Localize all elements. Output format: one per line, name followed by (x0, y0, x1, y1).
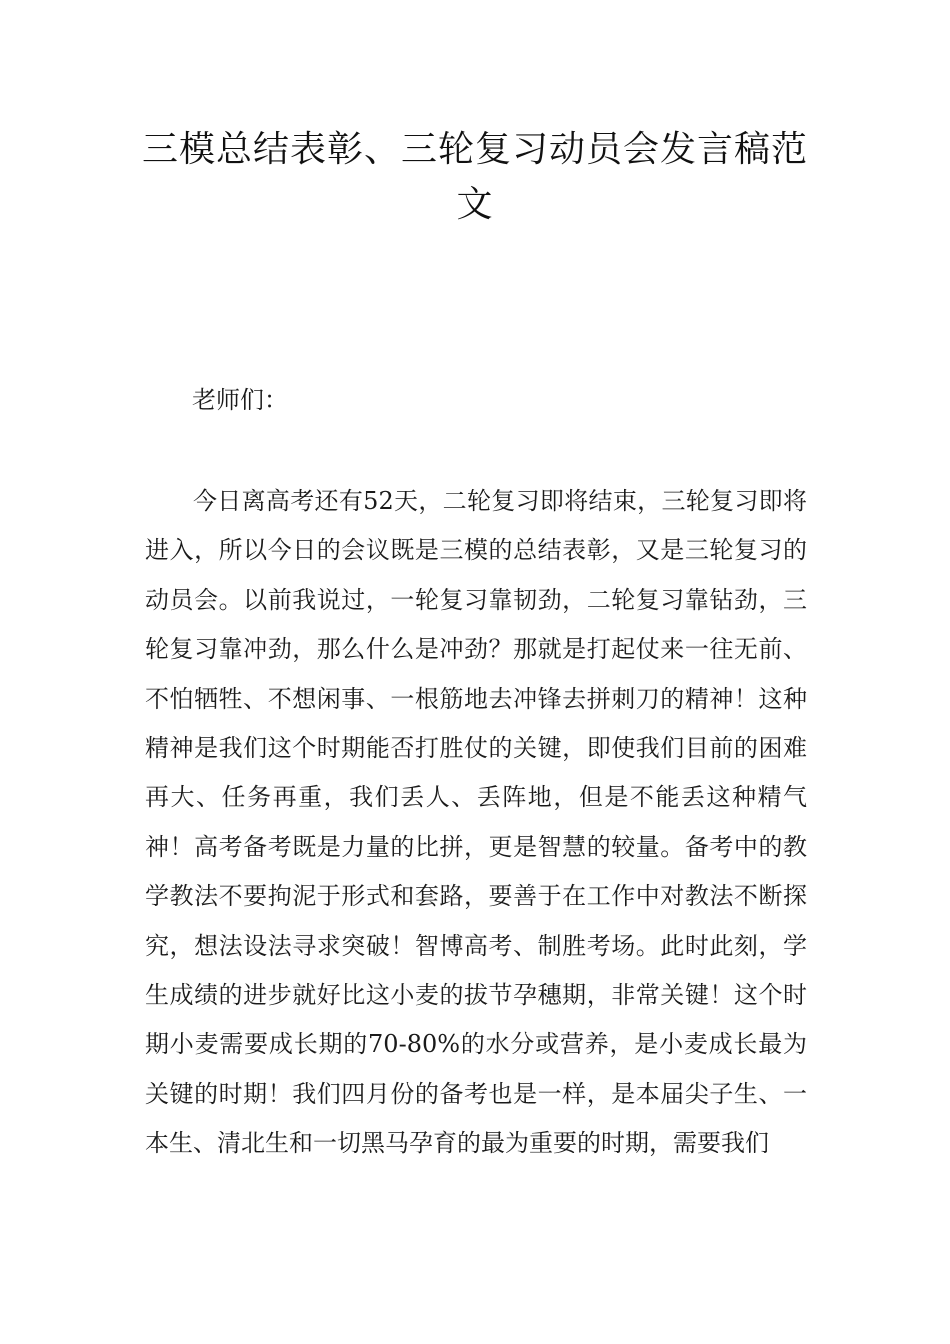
salutation: 老师们： (192, 386, 288, 414)
document-title: 三模总结表彰、三轮复习动员会发言稿范文 (141, 129, 808, 225)
body-paragraph: 今日离高考还有52天，二轮复习即将结束，三轮复习即将进入，所以今日的会议既是三模的总结表彰，又是三轮复习的动员会。以前我说过，一轮复习靠韧劲，二轮复习靠钻劲，三轮复习靠冲劲，那么什么是冲劲？那就是打起仗来一往无前、不怕牺牲、不想闲事、一根筋地去冲锋去拼刺刀的精神！这种精神是我们这个时期能否打胜仗的关键，即使我们目前的困难再大、任务再重，我们丢人、丢阵地，但是不能丢这种精气神！高考备考既是力量的比拼，更是智慧的较量。备考中的教学教法不要拘泥于形式和套路，要善于在工作中对教法不断探究，想法设法寻求突破！智博高考、制胜考场。此时此刻，学生成绩的进步就好比这小麦的拔节孕穗期，非常关键！这个时期小麦需要成长期的70-80%的水分或营养，是小麦成长最为关键的时期！我们四月份的备考也是一样，是本届尖子生、一本生、清北生和一切黑马孕育的最为重要的时期，需要我们 (145, 487, 807, 1158)
